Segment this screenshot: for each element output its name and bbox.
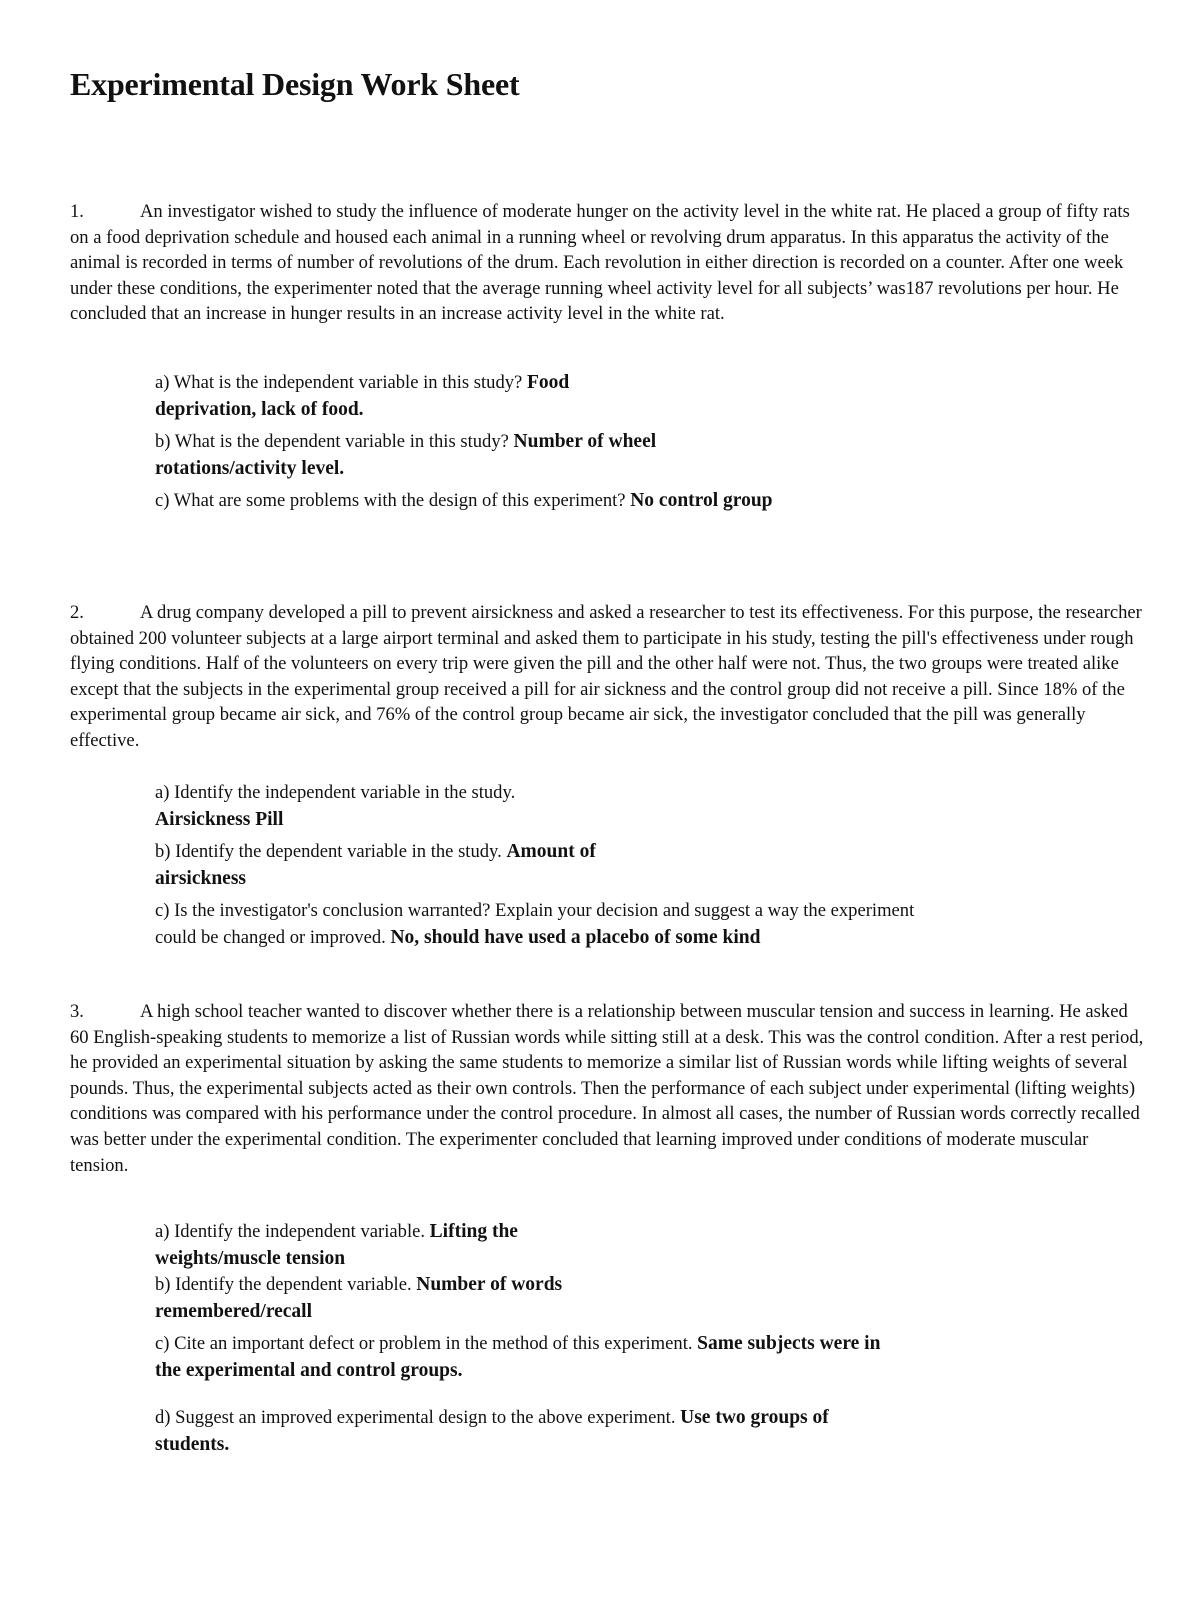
question-2b-answer: Amount of airsickness [155,841,596,889]
question-1c-prompt: c) What are some problems with the design of this experiment? [155,490,631,511]
question-2a-prompt: a) Identify the independent variable in the study. [155,782,516,803]
question-1c-answer: No control group [630,490,773,511]
question-3a-prompt: a) Identify the independent variable. [155,1221,430,1242]
question-1b-answer: Number of wheel rotations/activity level. [155,431,657,479]
question-2-number: 2. [70,602,84,623]
question-1-number: 1. [70,201,84,222]
question-3-text: A high school teacher wanted to discover whether there is a relationship between muscular tension and success in learning. He asked 60 English-speaking students to memorize a list of Russian words while sitting still at a desk. This was the control condition. After a rest period, he provided an experimental situation by asking the same students to memorize a similar list of Russian words while lifting weights of several pounds. Thus, the experimental subjects acted as their own controls. Then the performance of each subject under experimental (lifting weights) conditions was compared with his performance under the control procedure. In almost all cases, the number of Russian words correctly recalled was better under the experimental condition. The experimenter concluded that learning improved under conditions of moderate muscular tension. [70,1001,1144,1176]
question-1-paragraph [70,199,1145,327]
question-3d-answer: Use two groups of students. [155,1407,829,1455]
question-3b-prompt: b) Identify the dependent variable. [155,1274,417,1295]
question-3d [155,1404,890,1458]
page-title: Experimental Design Work Sheet [70,66,520,102]
question-2b-prompt: b) Identify the dependent variable in the study. [155,841,507,862]
question-2c [155,897,915,951]
question-1c [155,487,795,514]
question-3b [155,1271,585,1325]
question-1a-answer: Food deprivation, lack of food. [155,372,570,420]
question-1a [155,369,675,423]
question-2a [155,779,675,833]
question-2b [155,838,675,892]
question-3c-answer: Same subjects were in the experimental and control groups. [155,1333,881,1381]
question-1-text: An investigator wished to study the influence of moderate hunger on the activity level in the white rat. He placed a group of fifty rats on a food deprivation schedule and housed each animal in a running wheel or revolving drum apparatus. In this apparatus the activity of the animal is recorded in terms of number of revolutions of the drum. Each revolution in either direction is recorded on a counter. After one week under these conditions, the experimenter noted that the average running wheel activity level for all subjects’ was187 revolutions per hour. He concluded that an increase in hunger results in an increase activity level in the white rat. [70,201,1130,325]
question-3-number: 3. [70,1001,84,1022]
question-3a [155,1218,585,1272]
question-3c-prompt: c) Cite an important defect or problem in the method of this experiment. [155,1333,698,1354]
question-3d-prompt: d) Suggest an improved experimental design to the above experiment. [155,1407,681,1428]
question-2-text: A drug company developed a pill to prevent airsickness and asked a researcher to test its effectiveness. For this purpose, the researcher obtained 200 volunteer subjects at a large airport terminal and asked them to participate in his study, testing the pill's effectiveness under rough flying conditions. Half of the volunteers on every trip were given the pill and the other half were not. Thus, the two groups were treated alike except that the subjects in the experimental group received a pill for air sickness and the control group did not receive a pill. Since 18% of the experimental group became air sick, and 76% of the control group became air sick, the investigator concluded that the pill was generally effective. [70,602,1142,751]
question-3-paragraph [70,999,1145,1178]
question-1b [155,428,675,482]
question-2a-answer: Airsickness Pill [155,809,284,830]
question-2-paragraph [70,600,1145,754]
question-3c [155,1330,890,1384]
question-3a-answer: Lifting the weights/muscle tension [155,1221,518,1269]
question-2c-prompt: c) Is the investigator's conclusion warranted? Explain your decision and suggest a way the experiment could be changed or improved. [155,900,915,948]
question-1b-prompt: b) What is the dependent variable in this study? [155,431,514,452]
question-2c-answer: No, should have used a placebo of some kind [390,927,761,948]
question-1a-prompt: a) What is the independent variable in this study? [155,372,527,393]
question-3b-answer: Number of words remembered/recall [155,1274,563,1322]
